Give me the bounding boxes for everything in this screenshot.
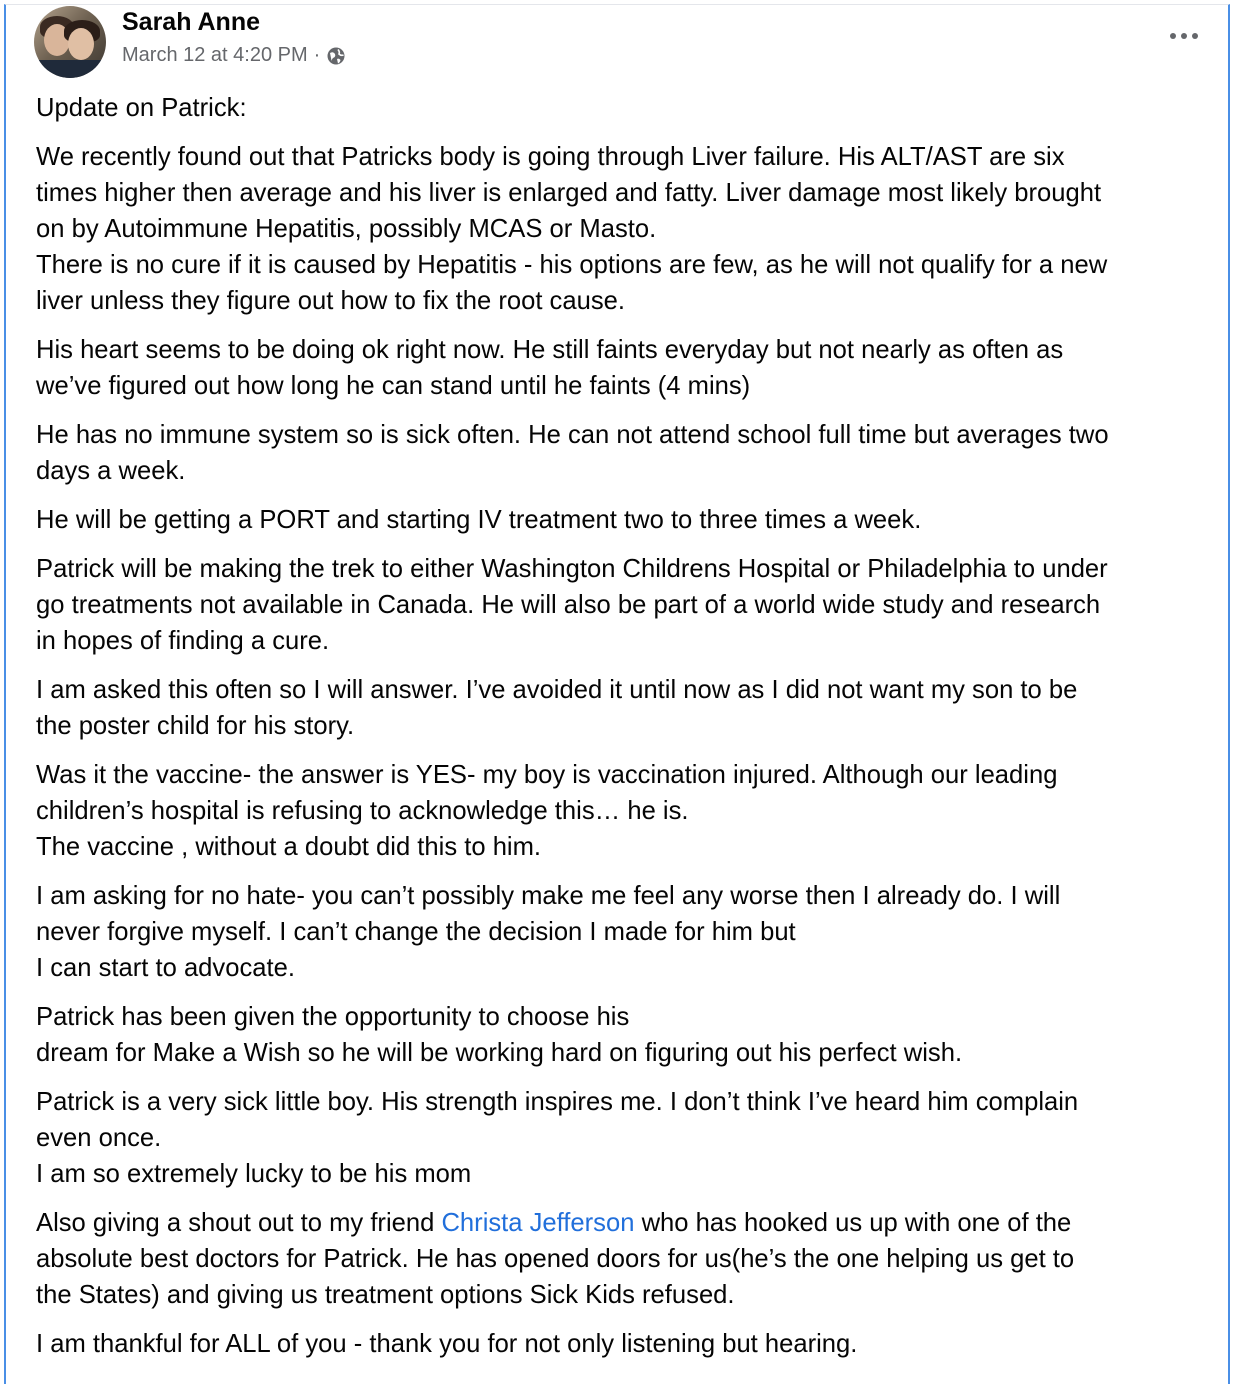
post-paragraph: Patrick is a very sick little boy. His strength inspires me. I don’t think I’ve heard him complain even once. I am so extremely lucky to be his mom (36, 1088, 1079, 1188)
post-paragraph: His heart seems to be doing ok right now. He still faints everyday but not nearly as often as we’ve figured out how long he can stand until he faints (4 mins) (36, 336, 1064, 400)
author-name[interactable]: Sarah Anne (122, 8, 261, 36)
post-paragraph-mention (36, 1205, 1216, 1313)
post-paragraph: Update on Patrick: (36, 94, 247, 122)
post-paragraph: I am asking for no hate- you can’t possibly make me feel any worse then I already do. I will never forgive myself. I can’t change the decision I made for him but I can start to advocate. (36, 882, 1061, 982)
globe-icon[interactable] (326, 46, 346, 66)
post-meta (122, 44, 346, 67)
post-paragraph: I am thankful for ALL of you - thank you for not only listening but hearing. (36, 1330, 858, 1358)
post-paragraph: I am asked this often so I will answer. I’ve avoided it until now as I did not want my son to be the poster child for his story. (36, 676, 1078, 740)
more-options-icon[interactable] (1164, 22, 1204, 50)
post-paragraph: Patrick has been given the opportunity to choose his dream for Make a Wish so he will be working hard on figuring out his perfect wish. (36, 1003, 963, 1067)
post-header (34, 6, 1204, 78)
post-paragraph: Was it the vaccine- the answer is YES- my boy is vaccination injured. Although our leading children’s hospital is refusing to acknowledge this… he is. The vaccine , without a doubt did this to him. (36, 761, 1058, 861)
post-paragraph: He will be getting a PORT and starting IV treatment two to three times a week. (36, 506, 922, 534)
post-paragraph: We recently found out that Patricks body is going through Liver failure. His ALT/AST are six times higher then average and his liver is enlarged and fatty. Liver damage most likely brought on by Autoimmune Hepatitis, possibly MCAS or Masto. There is no cure if it is caused by Hepatitis - his options are few, as he will not qualify for a new liver unless they figure out how to fix the root cause. (36, 143, 1108, 315)
post-body (36, 90, 1216, 1375)
post-paragraph: He has no immune system so is sick often. He can not attend school full time but averages two days a week. (36, 421, 1109, 485)
post-timestamp[interactable]: March 12 at 4:20 PM (122, 44, 308, 66)
post-paragraph: Patrick will be making the trek to either Washington Childrens Hospital or Philadelphia to under go treatments not available in Canada. He will also be part of a world wide study and research in hopes of finding a cure. (36, 555, 1108, 655)
paragraph-text: Also giving a shout out to my friend (36, 1209, 442, 1237)
mention-link[interactable]: Christa Jefferson (441, 1209, 635, 1237)
avatar[interactable] (34, 6, 106, 78)
paragraph-text: who has hooked us up with one of the absolute best doctors for Patrick. He has opened doors for us(he’s the one helping us get to the States) and giving us treatment options Sick Kids refused. (36, 1209, 1075, 1309)
meta-separator: · (313, 44, 321, 66)
